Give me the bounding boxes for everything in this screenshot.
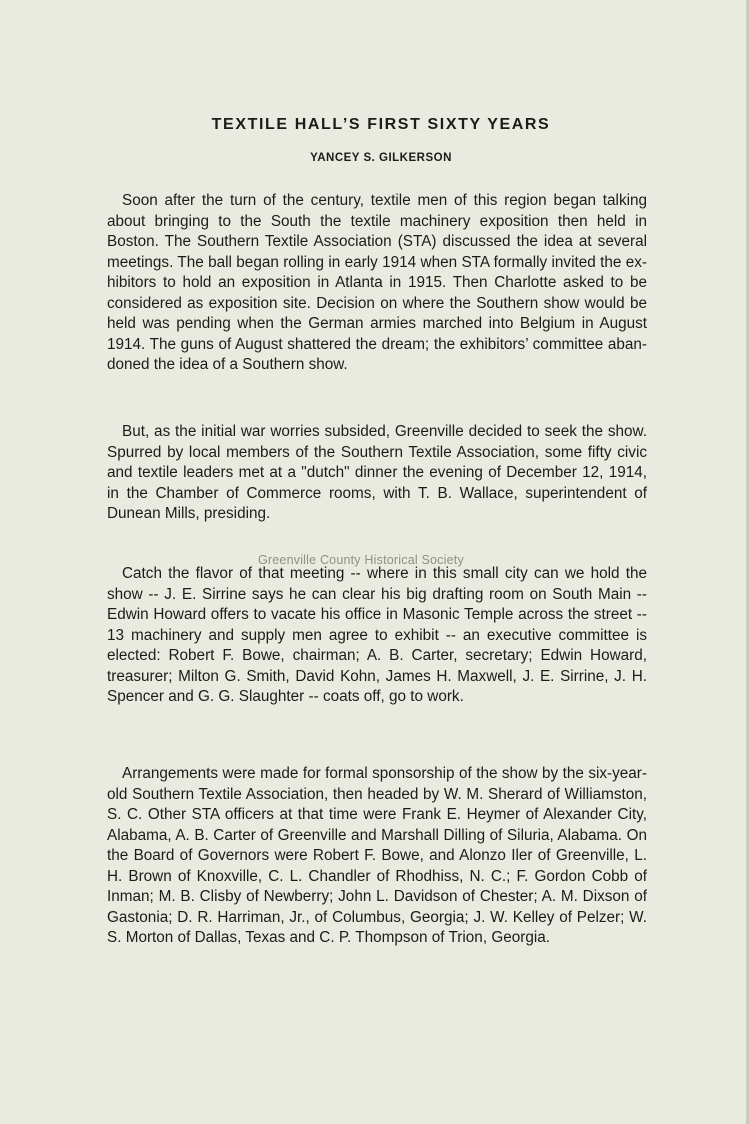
paragraph-3: Catch the flavor of that meeting -- where in this small city can we hold the show -- J. E. Sirrine says he can clear his big drafting room on South Main -- Edwin Howard offers to vacate his office in Masonic Temple across the street -- 13 machinery and supply men agree to exhibit -- an executive committee is elected: Robert F. Bowe, chairman; A. B. Carter, secretary; Edwin Howard, treasurer; Milton G. Smith, David Kohn, James H. Maxwell, J. E. Sirrine, J. H. Spencer and G. G. Slaughter -- coats off, go to work.	[107, 565, 647, 705]
paragraph-2: But, as the initial war worries subsided, Greenville decided to seek the show. Spurred by local members of the Southern Textile Association, some fifty civic and textile leaders met at a "dutch" dinner the evening of December 12, 1914, in the Chamber of Commerce rooms, with T. B. Wallace, superintendent of Dunean Mills, presiding.	[107, 423, 647, 522]
paragraph-1: Soon after the turn of the century, textile men of this region began talking about bringing to the South the textile machinery exposition then held in Boston. The Southern Textile Association (STA) discussed the idea at several meetings. The ball began rolling in early 1914 when STA formally invited the exhibitors to hold an exposition in Atlanta in 1915. Then Charlotte asked to be considered as exposition site. Decision on where the Southern show would be held was pending when the German armies marched into Belgium in August 1914. The guns of August shattered the dream; the exhibitors’ committee abandoned the idea of a Southern show.	[107, 192, 647, 373]
article-author: YANCEY S. GILKERSON	[310, 152, 452, 164]
watermark-text: Greenville County Historical Society	[258, 553, 464, 567]
paragraph-4: Arrangements were made for formal sponsorship of the show by the six-year-old Southern Textile Association, then headed by W. M. Sherard of Williamston, S. C. Other STA officers at that time were Frank E. Heymer of Alexander City, Alabama, A. B. Carter of Greenville and Marshall Dilling of Siluria, Alabama. On the Board of Governors were Robert F. Bowe, and Alonzo Iler of Greenville, L. H. Brown of Knoxville, C. L. Chandler of Rhodhiss, N. C.; F. Gordon Cobb of Inman; M. B. Clisby of Newberry; John L. Davidson of Chester; A. M. Dixson of Gastonia; D. R. Harriman, Jr., of Columbus, Georgia; J. W. Kelley of Pelzer; W. S. Morton of Dallas, Texas and C. P. Thompson of Trion, Georgia.	[107, 765, 647, 946]
article-title: TEXTILE HALL’S FIRST SIXTY YEARS	[211, 116, 551, 133]
